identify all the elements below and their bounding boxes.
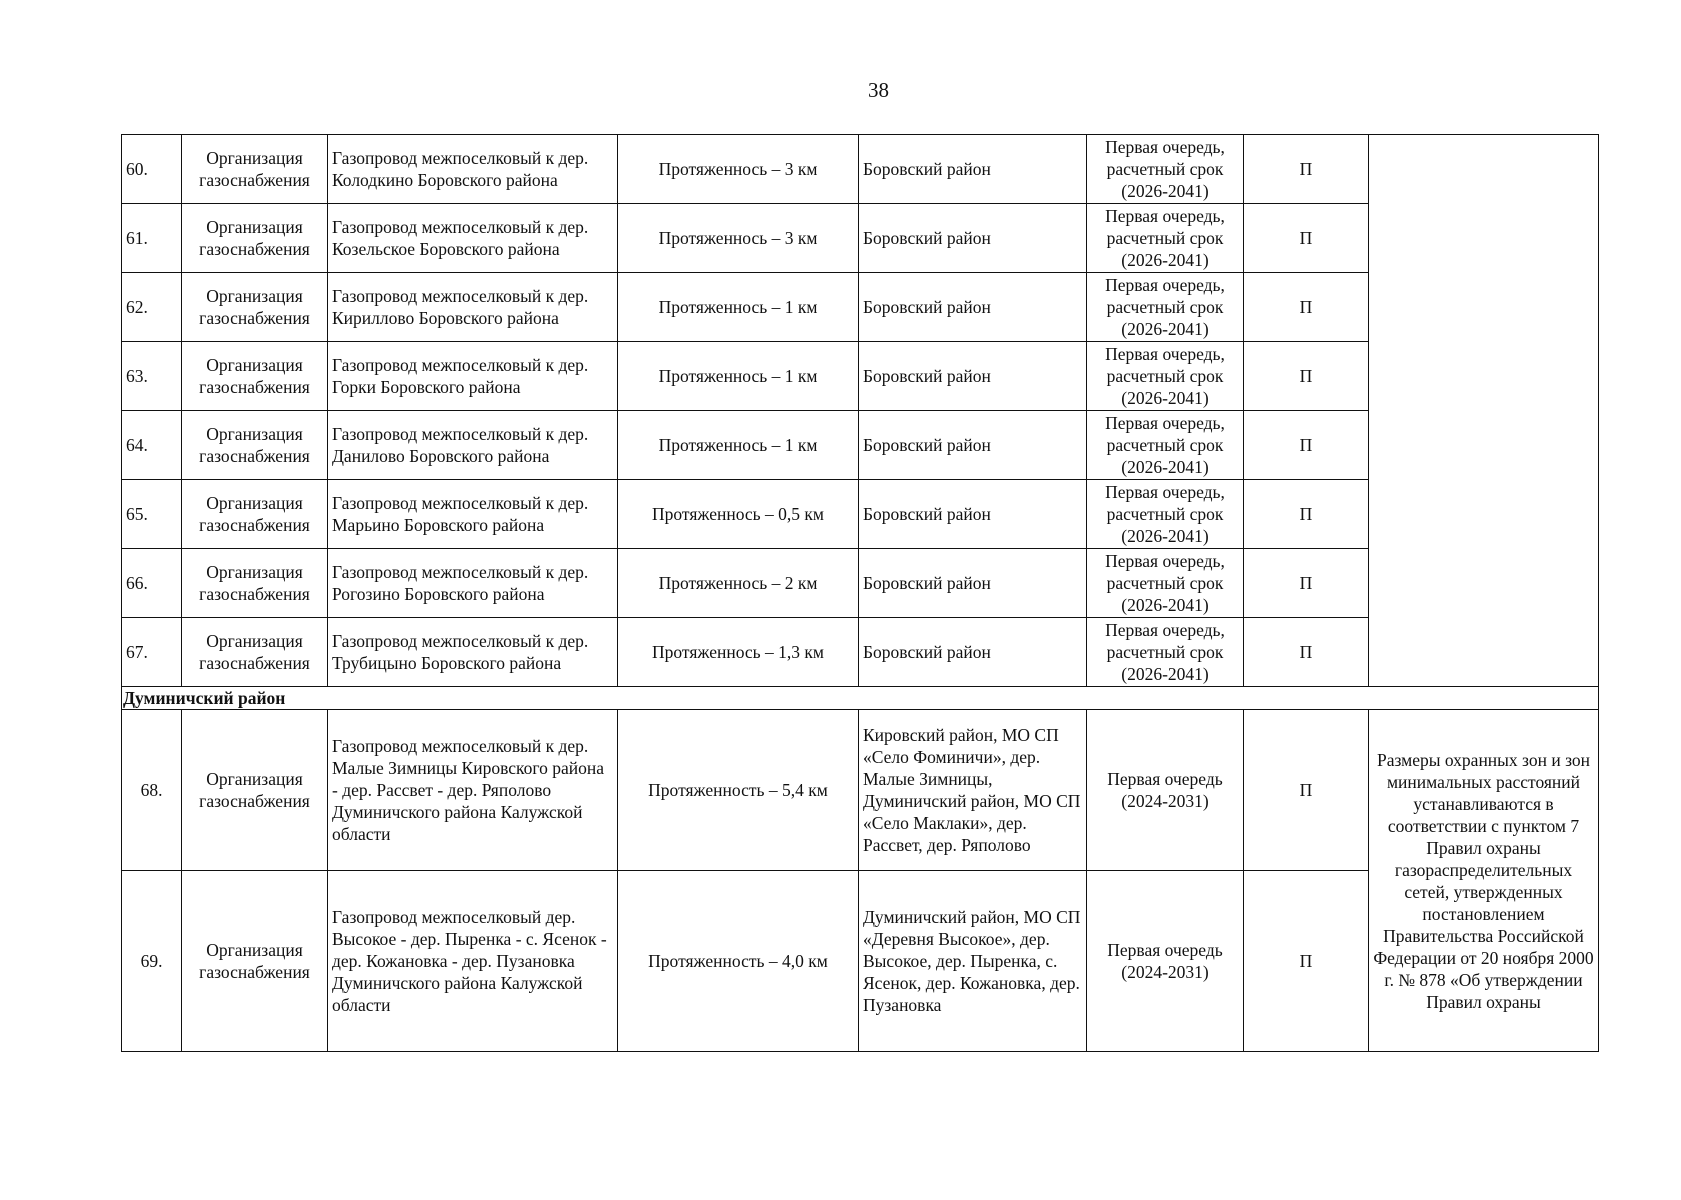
stage-cell: Первая очередь, расчетный срок (2026-2041) [1087,342,1244,411]
length-cell: Протяженнось – 2 км [618,549,859,618]
row-number: 63. [122,342,182,411]
row-number: 60. [122,135,182,204]
organization-cell: Организация газоснабжения [182,204,328,273]
location-cell: Кировский район, МО СП «Село Фоминичи», дер. Малые Зимницы, Думиничский район, МО СП «Село Маклаки», дер. Рассвет, дер. Ряполово [859,710,1087,871]
length-cell: Протяженность – 4,0 км [618,871,859,1052]
object-name-cell: Газопровод межпоселковый к дер. Данилово Боровского района [328,411,618,480]
length-cell: Протяженнось – 1 км [618,411,859,480]
location-cell: Боровский район [859,204,1087,273]
length-cell: Протяженнось – 1 км [618,273,859,342]
row-number: 64. [122,411,182,480]
location-cell: Боровский район [859,411,1087,480]
organization-cell: Организация газоснабжения [182,710,328,871]
object-name-cell: Газопровод межпоселковый к дер. Козельское Боровского района [328,204,618,273]
row-number: 69. [122,871,182,1052]
object-name-cell: Газопровод межпоселковый к дер. Горки Боровского района [328,342,618,411]
stage-cell: Первая очередь, расчетный срок (2026-2041) [1087,549,1244,618]
type-cell: П [1244,273,1369,342]
note-cell-empty [1369,135,1599,687]
location-cell: Боровский район [859,273,1087,342]
protection-zone-note: Размеры охранных зон и зон минимальных расстояний устанавливаются в соответствии с пунктом 7 Правил охраны газораспределительных сетей, утвержденных постановлением Правительства Российской Федерации от 20 ноября 2000 г. № 878 «Об утверждении Правил охраны [1369,710,1599,1052]
type-cell: П [1244,135,1369,204]
organization-cell: Организация газоснабжения [182,135,328,204]
location-cell: Боровский район [859,342,1087,411]
row-number: 62. [122,273,182,342]
organization-cell: Организация газоснабжения [182,273,328,342]
location-cell: Думиничский район, МО СП «Деревня Высокое», дер. Высокое, дер. Пыренка, с. Ясенок, дер. Кожановка, дер. Пузановка [859,871,1087,1052]
location-cell: Боровский район [859,549,1087,618]
type-cell: П [1244,549,1369,618]
page-number: 38 [868,78,889,102]
type-cell: П [1244,710,1369,871]
organization-cell: Организация газоснабжения [182,618,328,687]
object-name-cell: Газопровод межпоселковый к дер. Кириллово Боровского района [328,273,618,342]
length-cell: Протяженнось – 1 км [618,342,859,411]
object-name-cell: Газопровод межпоселковый к дер. Колодкино Боровского района [328,135,618,204]
object-name-cell: Газопровод межпоселковый к дер. Малые Зимницы Кировского района - дер. Рассвет - дер. Ряполово Думиничского района Калужской области [328,710,618,871]
length-cell: Протяженнось – 3 км [618,135,859,204]
object-name-cell: Газопровод межпоселковый к дер. Трубицыно Боровского района [328,618,618,687]
district-header-row [122,687,1599,710]
stage-cell: Первая очередь (2024-2031) [1087,710,1244,871]
type-cell: П [1244,342,1369,411]
table-row [122,710,1599,871]
object-name-cell: Газопровод межпоселковый к дер. Рогозино Боровского района [328,549,618,618]
row-number: 65. [122,480,182,549]
row-number: 68. [122,710,182,871]
stage-cell: Первая очередь, расчетный срок (2026-2041) [1087,273,1244,342]
type-cell: П [1244,411,1369,480]
location-cell: Боровский район [859,135,1087,204]
stage-cell: Первая очередь, расчетный срок (2026-2041) [1087,204,1244,273]
organization-cell: Организация газоснабжения [182,480,328,549]
organization-cell: Организация газоснабжения [182,411,328,480]
table-row [122,135,1599,204]
row-number: 67. [122,618,182,687]
gas-pipeline-table [121,134,1599,1052]
stage-cell: Первая очередь, расчетный срок (2026-2041) [1087,135,1244,204]
type-cell: П [1244,204,1369,273]
stage-cell: Первая очередь (2024-2031) [1087,871,1244,1052]
district-header: Думиничский район [122,687,1599,710]
stage-cell: Первая очередь, расчетный срок (2026-2041) [1087,618,1244,687]
object-name-cell: Газопровод межпоселковый к дер. Марьино Боровского района [328,480,618,549]
type-cell: П [1244,871,1369,1052]
row-number: 66. [122,549,182,618]
object-name-cell: Газопровод межпоселковый дер. Высокое - дер. Пыренка - с. Ясенок - дер. Кожановка - дер. Пузановка Думиничского района Калужской области [328,871,618,1052]
type-cell: П [1244,480,1369,549]
organization-cell: Организация газоснабжения [182,871,328,1052]
length-cell: Протяженнось – 1,3 км [618,618,859,687]
length-cell: Протяженнось – 3 км [618,204,859,273]
type-cell: П [1244,618,1369,687]
stage-cell: Первая очередь, расчетный срок (2026-2041) [1087,411,1244,480]
stage-cell: Первая очередь, расчетный срок (2026-2041) [1087,480,1244,549]
length-cell: Протяженность – 5,4 км [618,710,859,871]
row-number: 61. [122,204,182,273]
length-cell: Протяженнось – 0,5 км [618,480,859,549]
organization-cell: Организация газоснабжения [182,342,328,411]
location-cell: Боровский район [859,480,1087,549]
organization-cell: Организация газоснабжения [182,549,328,618]
location-cell: Боровский район [859,618,1087,687]
